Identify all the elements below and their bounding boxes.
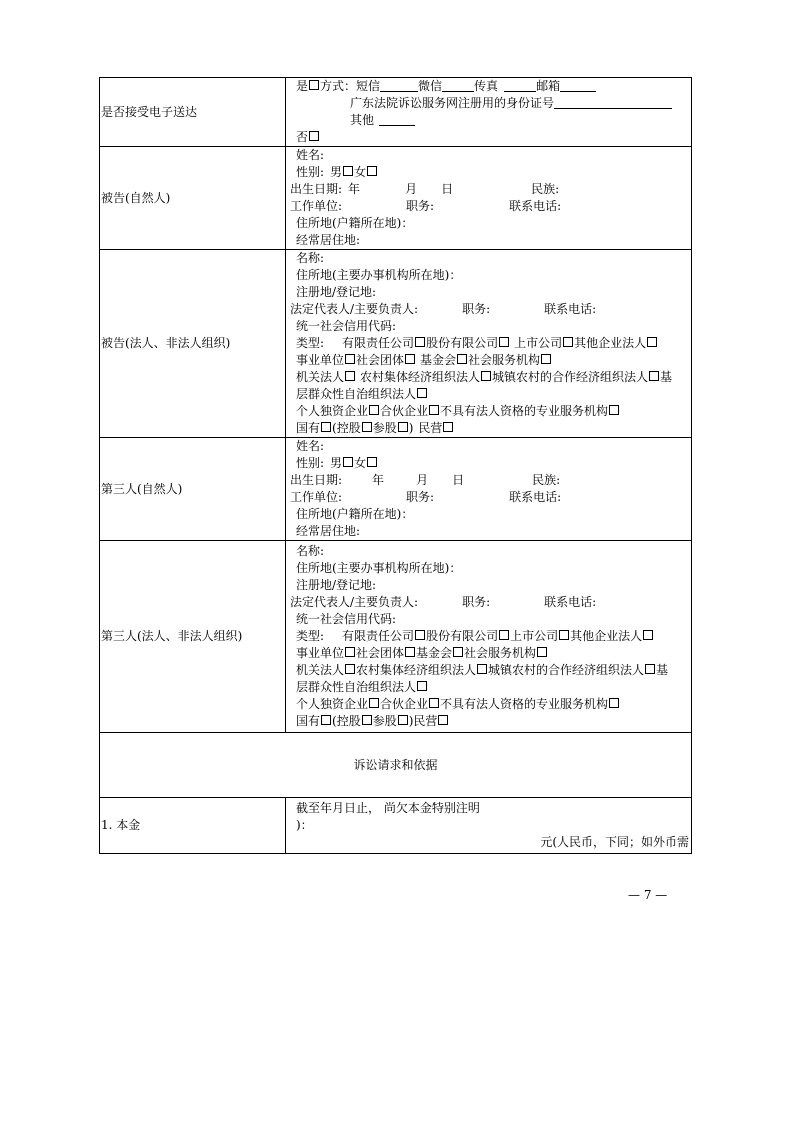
- wechat-blank[interactable]: [442, 79, 474, 92]
- dob-line: 出生日期: 年 月 日 民族:: [290, 182, 560, 196]
- defendant-org-row: [100, 250, 692, 438]
- complaint-form-table: [99, 77, 692, 854]
- tp-public-inst-checkbox[interactable]: [345, 647, 355, 657]
- tp-gender-line: 性别: 男 女: [290, 455, 689, 472]
- social-group-checkbox[interactable]: [405, 354, 415, 364]
- tp-org-grassroots-line: 层群众性自治组织法人: [290, 679, 689, 696]
- partnership-checkbox[interactable]: [429, 405, 439, 415]
- tp-male-checkbox[interactable]: [343, 457, 353, 467]
- defendant-org-content: [286, 250, 692, 438]
- third-org-content: [286, 541, 692, 733]
- principal-line-3: 元(人民币，下同；如外币需: [540, 835, 689, 849]
- edelivery-label: 是否接受电子送达: [100, 78, 286, 147]
- tp-non-legal-checkbox[interactable]: [609, 698, 619, 708]
- claims-section-row: [100, 733, 692, 798]
- defendant-person-label: 被告(自然人): [100, 147, 286, 250]
- other-corp-checkbox[interactable]: [647, 337, 657, 347]
- sole-checkbox[interactable]: [369, 405, 379, 415]
- tp-organ-checkbox[interactable]: [345, 664, 355, 674]
- edelivery-id-line: 广东法院诉讼服务网注册用的身份证号: [290, 95, 689, 112]
- name-line: 姓名:: [296, 148, 325, 162]
- residence-line: 经常居住地:: [296, 233, 361, 247]
- tp-coop-checkbox[interactable]: [645, 664, 655, 674]
- tp-domicile-line: 住所地(户籍所在地)：: [296, 507, 414, 521]
- tp-partnership-checkbox[interactable]: [429, 698, 439, 708]
- tp-social-service-checkbox[interactable]: [537, 647, 547, 657]
- tp-org-address-line: 住所地(主要办事机构所在地)：: [296, 561, 462, 575]
- claims-section-title: 诉讼请求和依据: [100, 733, 692, 798]
- tp-other-corp-checkbox[interactable]: [643, 630, 653, 640]
- org-address-line: 住所地(主要办事机构所在地)：: [296, 268, 462, 282]
- tp-social-group-checkbox[interactable]: [405, 647, 415, 657]
- state-checkbox[interactable]: [321, 422, 331, 432]
- page-number: — 7 —: [628, 888, 668, 902]
- edelivery-yes-line: 是 方式：短信 微信 传真 邮箱: [290, 78, 689, 95]
- tp-org-sole-line: 个人独资企业 合伙企业 不具有法人资格的专业服务机构: [290, 696, 689, 713]
- org-public-line: 事业单位 社会团体 基金会 社会服务机构: [290, 352, 689, 369]
- llc-checkbox[interactable]: [415, 337, 425, 347]
- private-checkbox[interactable]: [443, 422, 453, 432]
- male-checkbox[interactable]: [343, 166, 353, 176]
- sms-blank[interactable]: [380, 79, 418, 92]
- tp-sole-checkbox[interactable]: [369, 698, 379, 708]
- id-number-blank[interactable]: [554, 96, 672, 109]
- principal-line-1: 截至年月日止， 尚欠本金特别注明: [296, 801, 480, 815]
- org-sole-line: 个人独资企业 合伙企业 不具有法人资格的专业服务机构: [290, 403, 689, 420]
- foundation-checkbox[interactable]: [457, 354, 467, 364]
- tp-org-name-line: 名称:: [296, 544, 325, 558]
- org-type-line: 类型: 有限责任公司 股份有限公司 上市公司 其他企业法人: [290, 335, 689, 352]
- defendant-org-label: 被告(法人、非法人组织): [100, 250, 286, 438]
- public-inst-checkbox[interactable]: [345, 354, 355, 364]
- email-blank[interactable]: [560, 79, 596, 92]
- employer-line: 工作单位: 职务: 联系电话:: [290, 199, 562, 213]
- tp-minority-checkbox[interactable]: [398, 715, 408, 725]
- org-grassroots-line: 层群众性自治组织法人: [290, 386, 689, 403]
- fax-blank[interactable]: [504, 79, 536, 92]
- social-service-checkbox[interactable]: [541, 354, 551, 364]
- tp-employer-line: 工作单位: 职务: 联系电话:: [290, 490, 562, 504]
- domicile-line: 住所地(户籍所在地)：: [296, 216, 414, 230]
- org-name-line: 名称:: [296, 251, 325, 265]
- defendant-person-content: [286, 147, 692, 250]
- tp-holding-checkbox[interactable]: [362, 715, 372, 725]
- principal-label: 1. 本金: [100, 798, 286, 854]
- tp-name-line: 姓名:: [296, 439, 325, 453]
- tp-private-checkbox[interactable]: [438, 715, 448, 725]
- edelivery-other-line: 其他: [290, 112, 689, 129]
- other-blank[interactable]: [379, 113, 415, 126]
- no-checkbox[interactable]: [309, 131, 319, 141]
- tp-org-organ-line: 机关法人 农村集体经济组织法人 城镇农村的合作经济组织法人 基: [296, 663, 669, 677]
- principal-line-2: )：: [296, 818, 313, 832]
- tp-org-credit-line: 统一社会信用代码:: [296, 612, 397, 626]
- tp-org-rep-line: 法定代表人/主要负责人: 职务: 联系电话:: [290, 595, 597, 609]
- tp-org-registered-line: 注册地/登记地:: [296, 578, 377, 592]
- third-person-row: [100, 438, 692, 541]
- rural-collective-checkbox[interactable]: [481, 371, 491, 381]
- principal-row: [100, 798, 692, 854]
- third-org-label: 第三人(法人、非法人组织): [100, 541, 286, 733]
- organ-checkbox[interactable]: [345, 371, 355, 381]
- third-org-row: [100, 541, 692, 733]
- tp-foundation-checkbox[interactable]: [453, 647, 463, 657]
- org-credit-line: 统一社会信用代码:: [296, 319, 397, 333]
- gender-line: 性别: 男 女: [290, 164, 689, 181]
- defendant-person-row: [100, 147, 692, 250]
- third-person-label: 第三人(自然人): [100, 438, 286, 541]
- yes-checkbox[interactable]: [309, 80, 319, 90]
- org-ownership-line: 国有 (控股 参股 ) 民营: [290, 420, 689, 437]
- tp-female-checkbox[interactable]: [367, 457, 377, 467]
- edelivery-no-line: 否: [290, 129, 689, 146]
- org-rep-line: 法定代表人/主要负责人: 职务: 联系电话:: [290, 302, 597, 316]
- non-legal-checkbox[interactable]: [609, 405, 619, 415]
- tp-residence-line: 经常居住地:: [296, 524, 361, 538]
- principal-content[interactable]: [286, 798, 692, 854]
- listed-checkbox[interactable]: [563, 337, 573, 347]
- tp-llc-checkbox[interactable]: [415, 630, 425, 640]
- female-checkbox[interactable]: [367, 166, 377, 176]
- third-person-content: [286, 438, 692, 541]
- org-organ-line: 机关法人 农村集体经济组织法人 城镇农村的合作经济组织法人 基: [296, 370, 673, 384]
- tp-jsc-checkbox[interactable]: [499, 630, 509, 640]
- tp-grassroots-checkbox[interactable]: [417, 681, 427, 691]
- tp-listed-checkbox[interactable]: [559, 630, 569, 640]
- holding-checkbox[interactable]: [362, 422, 372, 432]
- tp-org-public-line: 事业单位 社会团体 基金会 社会服务机构: [290, 645, 689, 662]
- org-registered-line: 注册地/登记地:: [296, 285, 377, 299]
- tp-org-ownership-line: 国有 (控股 参股 )民营: [290, 713, 689, 730]
- coop-checkbox[interactable]: [649, 371, 659, 381]
- tp-dob-line: 出生日期: 年 月 日 民族:: [290, 473, 561, 487]
- tp-rural-collective-checkbox[interactable]: [477, 664, 487, 674]
- tp-state-checkbox[interactable]: [321, 715, 331, 725]
- jsc-checkbox[interactable]: [499, 337, 509, 347]
- grassroots-checkbox[interactable]: [417, 388, 427, 398]
- edelivery-row: [100, 78, 692, 147]
- minority-checkbox[interactable]: [398, 422, 408, 432]
- tp-org-type-line: 类型: 有限责任公司 股份有限公司 上市公司 其他企业法人: [290, 628, 689, 645]
- edelivery-content: [286, 78, 692, 147]
